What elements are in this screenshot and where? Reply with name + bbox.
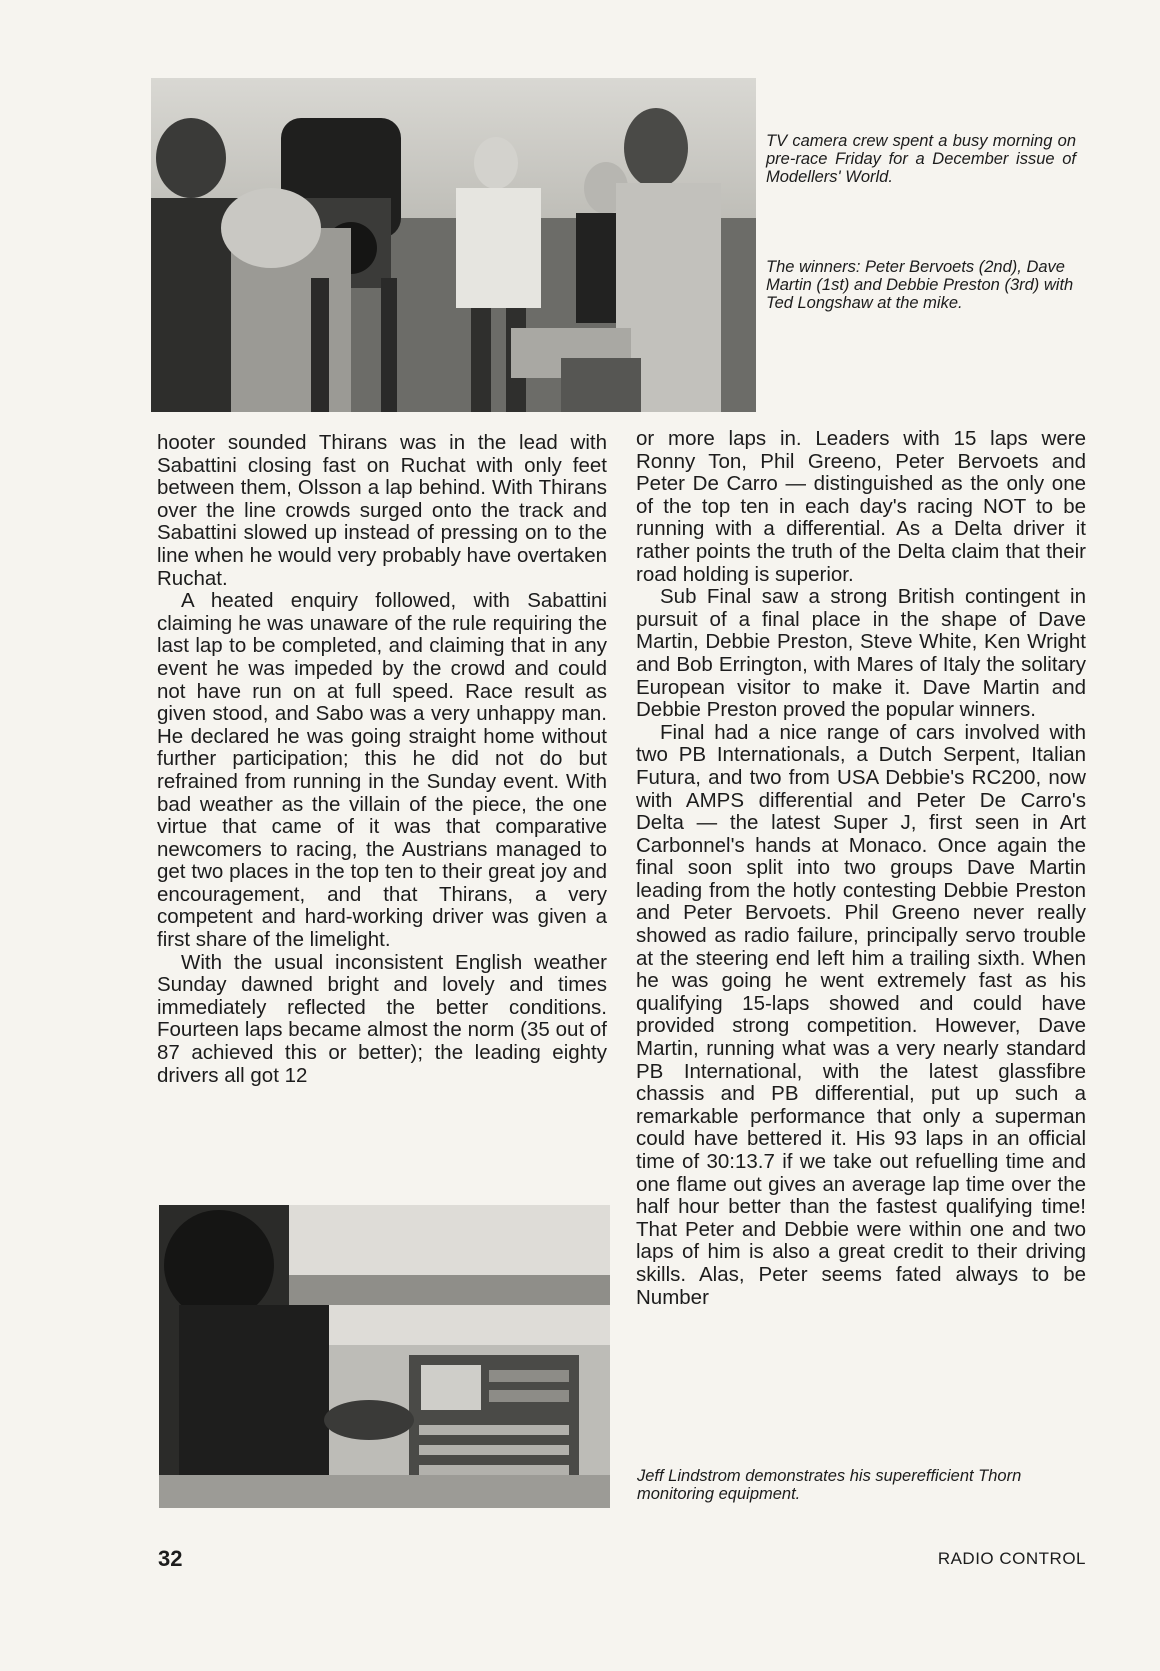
monitoring-equipment-photo xyxy=(159,1205,610,1508)
tv-crew-caption: TV camera crew spent a busy morning on pre-race Friday for a December issue of Modellers' World. xyxy=(766,132,1076,186)
article-paragraph: Sub Final saw a strong British contingent in pursuit of a final place in the shape of Dave Martin, Debbie Preston, Steve White, Ken Wright and Bob Errington, with Mares of Italy the solitary European visitor to make it. Dave Martin and Debbie Preston proved the popular winners. xyxy=(636,585,1086,722)
article-paragraph: hooter sounded Thirans was in the lead with Sabattini closing fast on Ruchat with only feet between them, Olsson a lap behind. With Thirans over the line crowds surged onto the track and Sabattini slowed up instead of pressing on to the line when he would very probably have overtaken Ruchat. xyxy=(157,431,607,590)
tv-crew-photo xyxy=(151,78,756,412)
monitoring-equipment-photo-graphic xyxy=(159,1205,610,1508)
winners-caption: The winners: Peter Bervoets (2nd), Dave Martin (1st) and Debbie Preston (3rd) with Ted Longshaw at the mike. xyxy=(766,258,1074,312)
article-left-column xyxy=(157,432,607,1087)
tv-crew-photo-graphic xyxy=(151,78,756,412)
article-paragraph: Final had a nice range of cars involved with two PB Internationals, a Dutch Serpent, Italian Futura, and two from USA Debbie's RC200, now with AMPS differential and Peter De Carro's Delta — the latest Super J, first seen in Art Carbonnel's hands at Monaco. Once again the final soon split into two groups Dave Martin leading from the hotly contesting Debbie Preston and Peter Bervoets. Phil Greeno never really showed as radio failure, principally servo trouble at the steering end left him a trailing sixth. When he was going he went extremely fast as his qualifying 15-laps showed and could have provided strong competition. However, Dave Martin, running what was a very nearly standard PB International, with the latest glassfibre chassis and PB differential, put up such a remarkable performance that only a superman could have bettered it. His 93 laps in an official time of 30:13.7 if we take out refuelling time and one flame out gives an average lap time over the half hour better than the fastest qualifying time! That Peter and Debbie were within one and two laps of him is also a great credit to their driving skills. Alas, Peter seems fated always to be Number xyxy=(636,720,1086,1309)
article-paragraph: A heated enquiry followed, with Sabattini claiming he was unaware of the rule requiring the last lap to be completed, and claiming that in any event he was impeded by the crowd and could not have run on at full speed. Race result as given stood, and Sabo was a very unhappy man. He declared he was going straight home without further participation; this he did not do but refrained from running in the Sunday event. With bad weather as the villain of the piece, the one virtue that came of it was that comparative newcomers to racing, the Austrians managed to get two places in the top ten to their great joy and encouragement, and that Thirans, a very competent and hard-working driver was given a first share of the limelight. xyxy=(157,589,607,952)
magazine-name: RADIO CONTROL xyxy=(937,1549,1086,1568)
article-paragraph: With the usual inconsistent English weather Sunday dawned bright and lovely and times immediately reflected the better conditions. Fourteen laps became almost the norm (35 out of 87 achieved this or better); the leading eighty drivers all got 12 xyxy=(157,950,607,1087)
page-number: 32 xyxy=(158,1546,183,1571)
article-paragraph: or more laps in. Leaders with 15 laps were Ronny Ton, Phil Greeno, Peter Bervoets and Peter De Carro — distinguished as the only one of the top ten in each day's racing NOT to be running with a differential. As a Delta driver it rather points the truth of the Delta claim that their road holding is superior. xyxy=(636,427,1086,586)
monitoring-equipment-caption: Jeff Lindstrom demonstrates his superefficient Thorn monitoring equipment. xyxy=(637,1467,1022,1503)
article-right-column xyxy=(636,428,1086,1309)
